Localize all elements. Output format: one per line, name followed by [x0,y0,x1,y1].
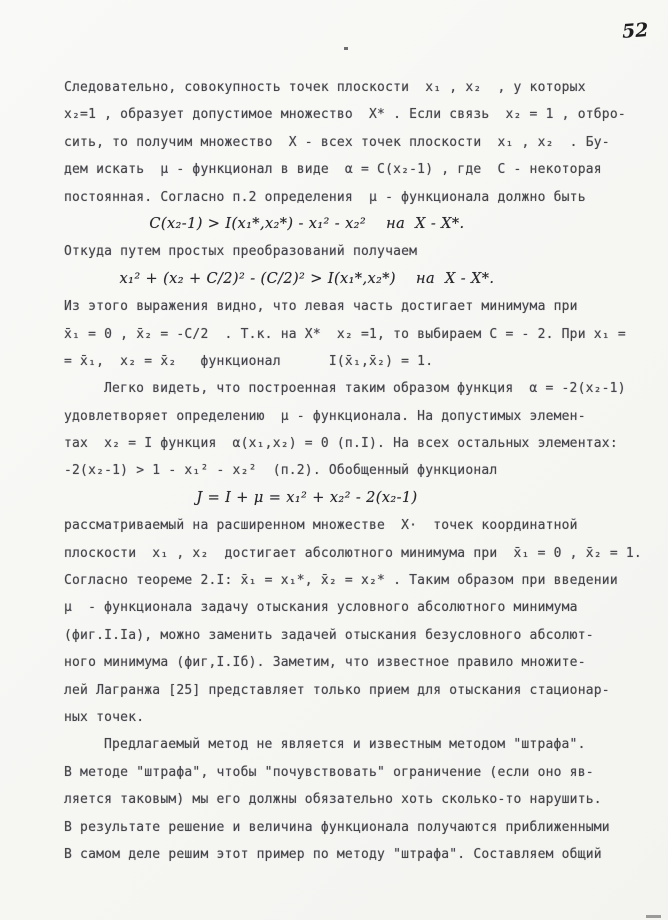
text-line: В методе "штрафа", чтобы "почувствовать" ограничение (если оно яв- [64,764,594,780]
text-line: удовлетворяет определению μ - функционала. На допустимых элемен- [64,408,586,424]
page-number: 52 [621,19,650,43]
text-line: μ - функционала задачу отыскания условного абсолютного минимума [64,600,578,616]
scan-artifact [646,915,661,918]
text-line: рассматриваемый на расширенном множестве X· точек координатной [64,518,578,534]
text-line: ного минимума (фиг,I.Iб). Заметим, что известное правило множите- [64,655,586,671]
text-line: сить, то получим множество X - всех точек плоскости x₁ , x₂ . Бу- [64,134,610,150]
text-line: = x̄₁, x₂ = x̄₂ функционал I(x̄₁,x̄₂) = 1. [64,353,434,369]
text-line: плоскости x₁ , x₂ достигает абсолютного минимума при x̄₁ = 0 , x̄₂ = 1. [64,545,642,561]
text-line: лей Лагранжа [25] представляет только прием для отыскания стационар- [64,682,610,698]
text-line: Предлагаемый метод не является и известным методом "штрафа". [104,737,586,753]
text-line: ных точек. [64,709,145,725]
text-line: дем искать μ - функционал в виде α = C(x₂-1) , где C - некоторая [64,162,602,178]
text-line: Следовательно, совокупность точек плоскости x₁ , x₂ , у которых [64,80,586,95]
text-line: Из этого выражения видно, что левая часть достигает минимума при [64,299,578,315]
text-line: (фиг.I.Iа), можно заменить задачей отыскания безусловного абсолют- [64,627,594,643]
text-line: Откуда путем простых преобразований получаем [64,244,418,260]
text-line: Легко видеть, что построенная таким образом функция α = -2(x₂-1) [104,381,626,397]
text-line: тах x₂ = I функция α(x₁,x₂) = 0 (п.I). На всех остальных элементах: [64,436,618,452]
text-line: ляется таковым) мы его должны обязательно хоть сколько-то нарушить. [64,792,602,808]
text-line: x̄₁ = 0 , x̄₂ = -C/2 . Т.к. на X* x₂ =1, то выбираем C = - 2. При x₁ = [64,326,626,342]
text-line: В самом деле решим этот пример по методу "штрафа". Составляем общий [64,846,602,862]
page-text [64,74,642,868]
text-line: -2(x₂-1) > 1 - x₁² - x₂² (п.2). Обобщенный функционал [64,463,498,479]
formula-line: J = I + μ = x₁² + x₂² - 2(x₂-1) [196,489,418,506]
text-line: Согласно теореме 2.I: x̄₁ = x₁*, x̄₂ = x₂* . Таким образом при введении [64,573,618,589]
text-line: В результате решение и величина функционала получаются приближенными [64,819,610,835]
formula-line: x₁² + (x₂ + C/2)² - (C/2)² > I(x₁*,x₂*) на X - X*. [119,270,495,287]
text-line: x₂=1 , образует допустимое множество X* . Если связь x₂ = 1 , отбро- [64,107,626,123]
formula-line: C(x₂-1) > I(x₁*,x₂*) - x₁² - x₂² на X - X*. [149,215,465,232]
scan-artifact [344,47,348,50]
text-line: постоянная. Согласно п.2 определения μ - функционала должно быть [64,189,586,205]
